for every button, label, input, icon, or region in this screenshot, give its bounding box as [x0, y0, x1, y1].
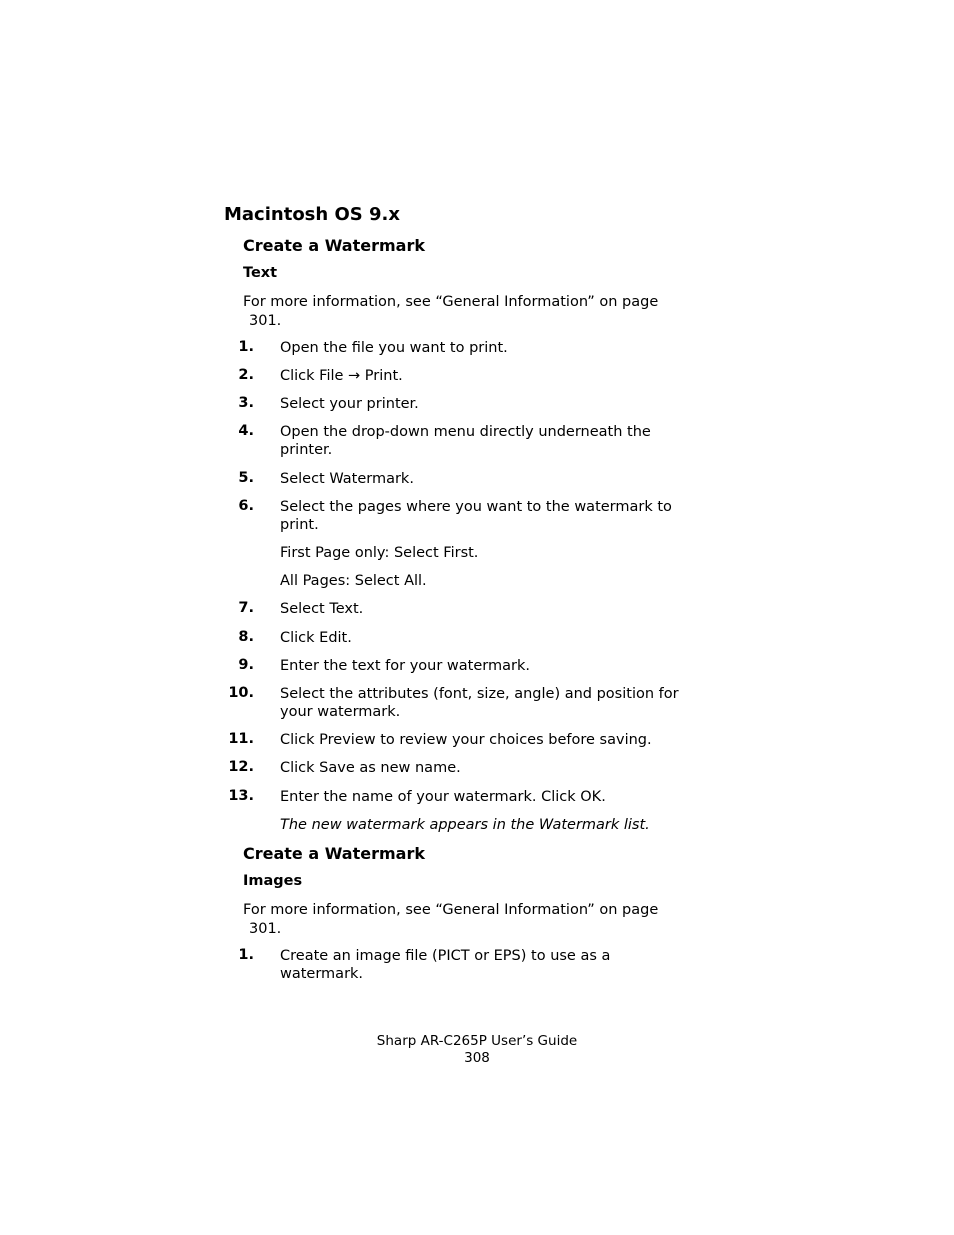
heading-create-watermark-images: Create a Watermark: [243, 844, 425, 863]
step-number: 9.: [238, 657, 254, 673]
step-text: Select Text.: [280, 601, 364, 617]
step-text: Create an image file (PICT or EPS) to use as a: [280, 948, 611, 964]
step-text: Select the pages where you want to the watermark to: [280, 499, 672, 515]
step-number: 2.: [238, 367, 254, 383]
footer-guide-title: Sharp AR-C265P User’s Guide: [376, 1033, 578, 1049]
step-text: Enter the name of your watermark. Click OK.: [280, 789, 606, 805]
step-text: Select the attributes (font, size, angle) and position for: [280, 686, 679, 702]
step-number: 13.: [228, 788, 254, 804]
step-number: 10.: [228, 685, 254, 701]
step-text: Open the file you want to print.: [280, 340, 508, 356]
step-text: your watermark.: [280, 704, 401, 720]
step-number: 7.: [238, 600, 254, 616]
step-number: 3.: [238, 395, 254, 411]
step-number: 12.: [228, 759, 254, 775]
intro-text-line2: 301.: [249, 313, 282, 329]
step-text: Click Preview to review your choices before saving.: [280, 732, 652, 748]
section-title: Macintosh OS 9.x: [224, 204, 400, 225]
step-result-note: The new watermark appears in the Watermark list.: [280, 817, 650, 833]
step-number: 11.: [228, 731, 254, 747]
footer-page-number: 308: [464, 1050, 490, 1066]
intro-text-line1: For more information, see “General Information” on page: [243, 294, 659, 310]
step-text: Click Edit.: [280, 630, 352, 646]
step-number: 1.: [238, 339, 254, 355]
step-number: 4.: [238, 423, 254, 439]
step-text: Select Watermark.: [280, 471, 414, 487]
step-number: 1.: [238, 947, 254, 963]
step-text: printer.: [280, 442, 333, 458]
step-note: All Pages: Select All.: [280, 573, 427, 589]
step-text: Click Save as new name.: [280, 760, 461, 776]
step-text: print.: [280, 517, 319, 533]
step-number: 5.: [238, 470, 254, 486]
step-note: First Page only: Select First.: [280, 545, 479, 561]
step-text: Open the drop-down menu directly underneath the: [280, 424, 651, 440]
step-text: Enter the text for your watermark.: [280, 658, 530, 674]
heading-create-watermark-text: Create a Watermark: [243, 236, 425, 255]
step-text: watermark.: [280, 966, 364, 982]
subheading-images: Images: [243, 873, 303, 889]
step-text: Click File → Print.: [280, 368, 403, 384]
intro-images-line2: 301.: [249, 921, 282, 937]
intro-images-line1: For more information, see “General Information” on page: [243, 902, 659, 918]
step-number: 8.: [238, 629, 254, 645]
step-number: 6.: [238, 498, 254, 514]
subheading-text: Text: [243, 265, 278, 281]
step-text: Select your printer.: [280, 396, 419, 412]
